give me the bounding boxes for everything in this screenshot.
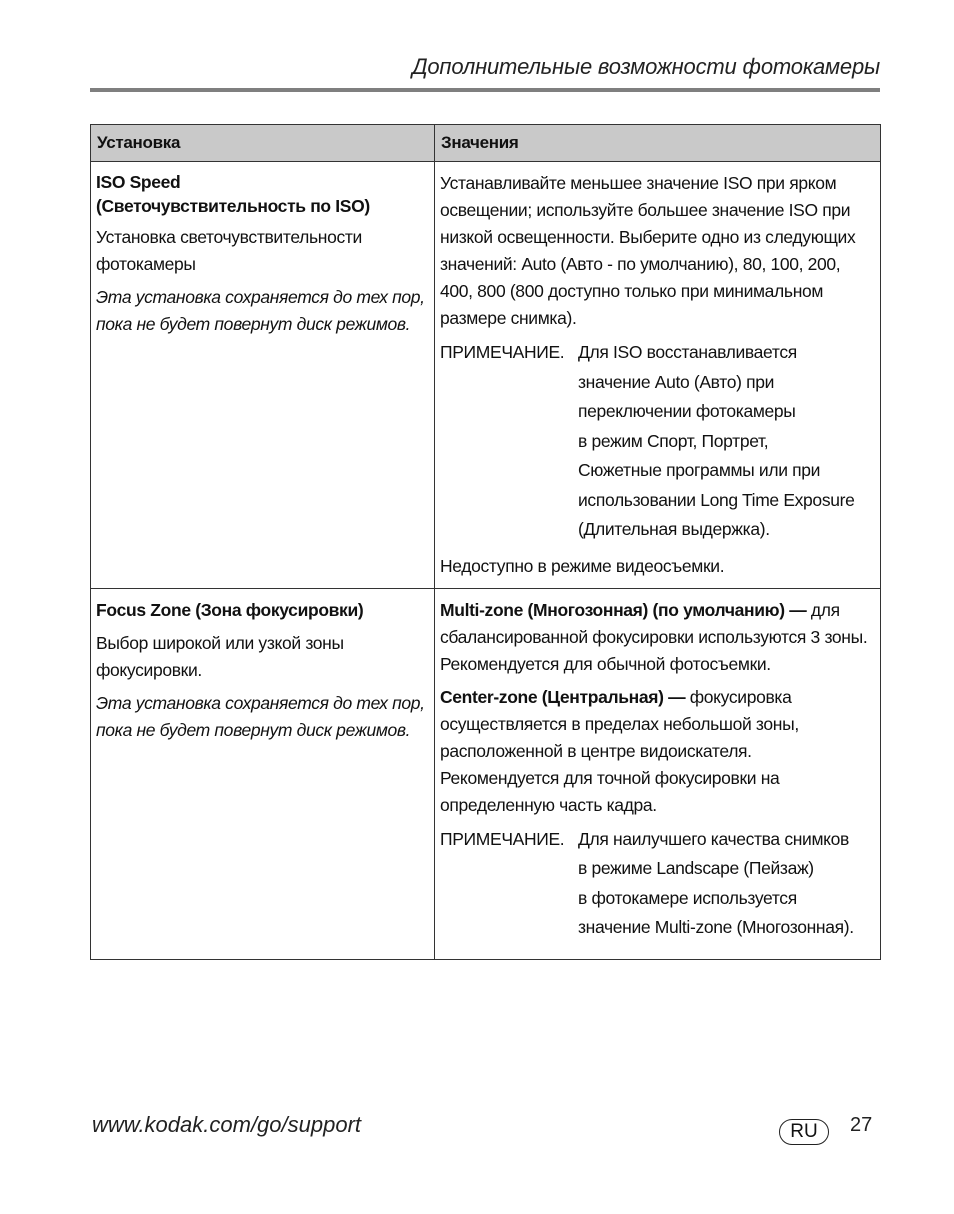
setting-title: Focus Zone (Зона фокусировки) [96,599,364,620]
note-text: Для ISO восстанавливается значение Auto (Авто) при переключении фотокамеры в режим Спорт, Портрет, Сюжетные программы или при использовании Long Time Exposure (Длительная выдержка). [578,342,855,539]
note-block [440,338,875,545]
column-header-setting: Установка [91,125,435,162]
table-row-focus-zone [91,588,881,959]
note-label: ПРИМЕЧАНИЕ. [440,828,565,849]
note-block [440,825,875,943]
page-header-title: Дополнительные возможности фотокамеры [412,54,880,79]
setting-description: Установка светочувствительности фотокамеры [96,227,362,274]
values-footer: Недоступно в режиме видеосъемки. [440,555,725,576]
values-cell-focus [435,588,881,959]
setting-cell-focus [91,588,435,959]
table-header-row [91,125,881,162]
settings-table [90,124,881,960]
values-cell-iso [435,162,881,589]
note-label: ПРИМЕЧАНИЕ. [440,342,565,362]
option-label: Multi-zone (Многозонная) (по умолчанию) — [440,599,807,620]
page-number: 27 [850,1114,873,1136]
table-row-iso-speed [91,162,881,589]
option-center-zone [440,684,875,819]
language-badge: RU [779,1119,829,1145]
option-multi-zone [440,597,875,678]
option-text: для сбалансированной фокусировки используются 3 зоны. Рекомендуется для обычной фотосъемки. [440,599,868,674]
setting-note: Эта установка сохраняется до тех пор, пока не будет повернут диск режимов. [96,287,425,334]
footer-url: www.kodak.com/go/support [92,1112,362,1137]
setting-note: Эта установка сохраняется до тех пор, пока не будет повернут диск режимов. [96,692,425,740]
setting-title: ISO Speed [96,172,181,192]
values-intro: Устанавливайте меньшее значение ISO при ярком освещении; используйте большее значение ISO при низкой освещенности. Выберите одно из следующих значений: Auto (Авто - по умолчанию), 80, 100, 200, 400, 800 (800 доступно только при минимальном размере снимка). [440,173,856,328]
option-text: фокусировка осуществляется в пределах небольшой зоны, расположенной в центре видоискателя. Рекомендуется для точной фокусировки на определенную часть кадра. [440,686,799,815]
header-divider [90,88,880,92]
option-label: Center-zone (Центральная) — [440,686,686,707]
column-header-values: Значения [435,125,881,162]
setting-subtitle: (Светочувствительность по ISO) [96,196,370,216]
setting-description: Выбор широкой или узкой зоны фокусировки. [96,632,344,680]
note-text: Для наилучшего качества снимков в режиме Landscape (Пейзаж) в фотокамере используется значение Multi-zone (Многозонная). [578,828,854,937]
setting-cell-iso [91,162,435,589]
